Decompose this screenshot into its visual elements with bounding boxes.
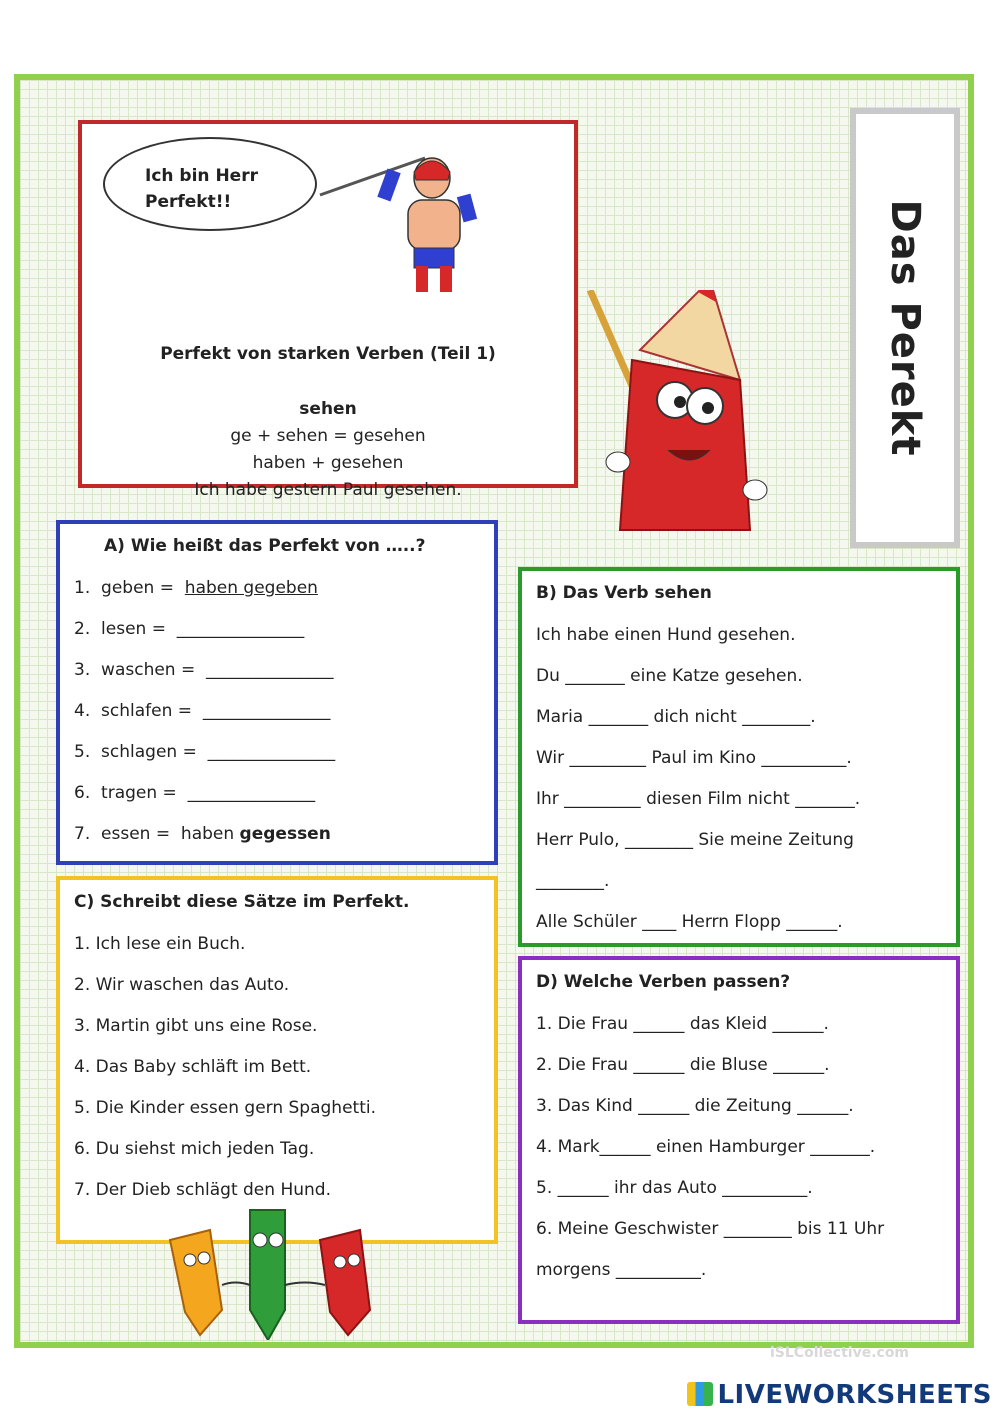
section-c-item: 7. Der Dieb schlägt den Hund. <box>74 1180 331 1200</box>
answer-blank[interactable]: _______________ <box>202 701 331 721</box>
section-a-heading: A) Wie heißt das Perfekt von …..? <box>104 536 426 556</box>
section-a-list <box>74 568 335 855</box>
section-b-line[interactable]: Maria _______ dich nicht ________. <box>536 707 816 727</box>
section-b-line[interactable]: Du _______ eine Katze gesehen. <box>536 666 803 686</box>
answer-text: gegessen <box>239 824 331 844</box>
title-box <box>850 108 960 548</box>
section-c-heading: C) Schreibt diese Sätze im Perfekt. <box>74 892 410 912</box>
intro-verb: sehen <box>299 399 357 419</box>
watermark: iSLCollective.com <box>770 1345 910 1361</box>
section-c <box>56 876 498 1244</box>
liveworksheets-logo[interactable]: LIVEWORKSHEETS <box>687 1380 992 1410</box>
section-b <box>518 567 960 947</box>
section-b-line[interactable]: Ihr _________ diesen Film nicht _______. <box>536 789 861 809</box>
section-c-list <box>74 924 376 1211</box>
section-c-item: 4. Das Baby schläft im Bett. <box>74 1057 312 1077</box>
section-d-item[interactable]: 6. Meine Geschwister ________ bis 11 Uhr <box>536 1219 885 1239</box>
section-a-item: 1. geben = haben gegeben <box>74 578 318 598</box>
section-a-item: 5. schlagen = _______________ <box>74 742 336 762</box>
section-a-item: 3. waschen = _______________ <box>74 660 334 680</box>
section-c-item: 3. Martin gibt uns eine Rose. <box>74 1016 318 1036</box>
answer-blank[interactable]: _______________ <box>176 619 305 639</box>
section-d-item[interactable]: 5. ______ ihr das Auto __________. <box>536 1178 813 1198</box>
section-c-item: 6. Du siehst mich jeden Tag. <box>74 1139 315 1159</box>
answer-blank[interactable]: _______________ <box>206 660 334 680</box>
intro-rule-1: ge + sehen = gesehen <box>230 426 426 446</box>
pencil-mascot-illustration <box>580 290 780 550</box>
intro-rule-2: haben + gesehen <box>252 453 404 473</box>
section-b-heading: B) Das Verb sehen <box>536 583 712 603</box>
section-a <box>56 520 498 865</box>
section-b-line[interactable]: Wir _________ Paul im Kino __________. <box>536 748 852 768</box>
section-c-item: 5. Die Kinder essen gern Spaghetti. <box>74 1098 376 1118</box>
intro-heading: Perfekt von starken Verben (Teil 1) <box>160 344 496 364</box>
section-d-item[interactable]: 2. Die Frau ______ die Bluse ______. <box>536 1055 830 1075</box>
section-c-item: 2. Wir waschen das Auto. <box>74 975 290 995</box>
section-b-line[interactable]: Alle Schüler ____ Herrn Flopp ______. <box>536 912 843 932</box>
intro-example: Ich habe gestern Paul gesehen. <box>194 480 462 500</box>
section-a-item: 2. lesen = _______________ <box>74 619 305 639</box>
answer-blank[interactable]: _______________ <box>187 783 316 803</box>
section-b-line[interactable]: Herr Pulo, ________ Sie meine Zeitung <box>536 830 854 850</box>
speech-text: Ich bin Herr Perfekt!! <box>145 166 258 212</box>
section-c-item: 1. Ich lese ein Buch. <box>74 934 246 954</box>
worksheet <box>14 74 974 1348</box>
speech-bubble <box>103 137 317 231</box>
section-d-item[interactable]: morgens __________. <box>536 1260 707 1280</box>
intro-example-lines <box>82 396 574 504</box>
section-a-item: 6. tragen = _______________ <box>74 783 316 803</box>
section-a-item: 4. schlafen = _______________ <box>74 701 331 721</box>
section-d-item[interactable]: 1. Die Frau ______ das Kleid ______. <box>536 1014 829 1034</box>
answer-text: haben gegeben <box>184 578 318 598</box>
section-a-item: 7. essen = haben gegessen <box>74 824 331 844</box>
section-d-heading: D) Welche Verben passen? <box>536 972 791 992</box>
liveworksheets-icon <box>687 1382 713 1406</box>
section-d-item[interactable]: 3. Das Kind ______ die Zeitung ______. <box>536 1096 854 1116</box>
answer-blank[interactable]: _______________ <box>207 742 336 762</box>
section-d <box>518 956 960 1324</box>
section-d-item[interactable]: 4. Mark______ einen Hamburger _______. <box>536 1137 876 1157</box>
section-b-lines <box>536 615 860 943</box>
superhero-illustration <box>310 150 500 300</box>
three-pencils-illustration <box>160 1200 410 1340</box>
section-b-line[interactable]: ________. <box>536 871 610 891</box>
page-title: Das Perekt <box>882 199 928 457</box>
section-d-list <box>536 1004 884 1291</box>
section-b-line: Ich habe einen Hund gesehen. <box>536 625 796 645</box>
